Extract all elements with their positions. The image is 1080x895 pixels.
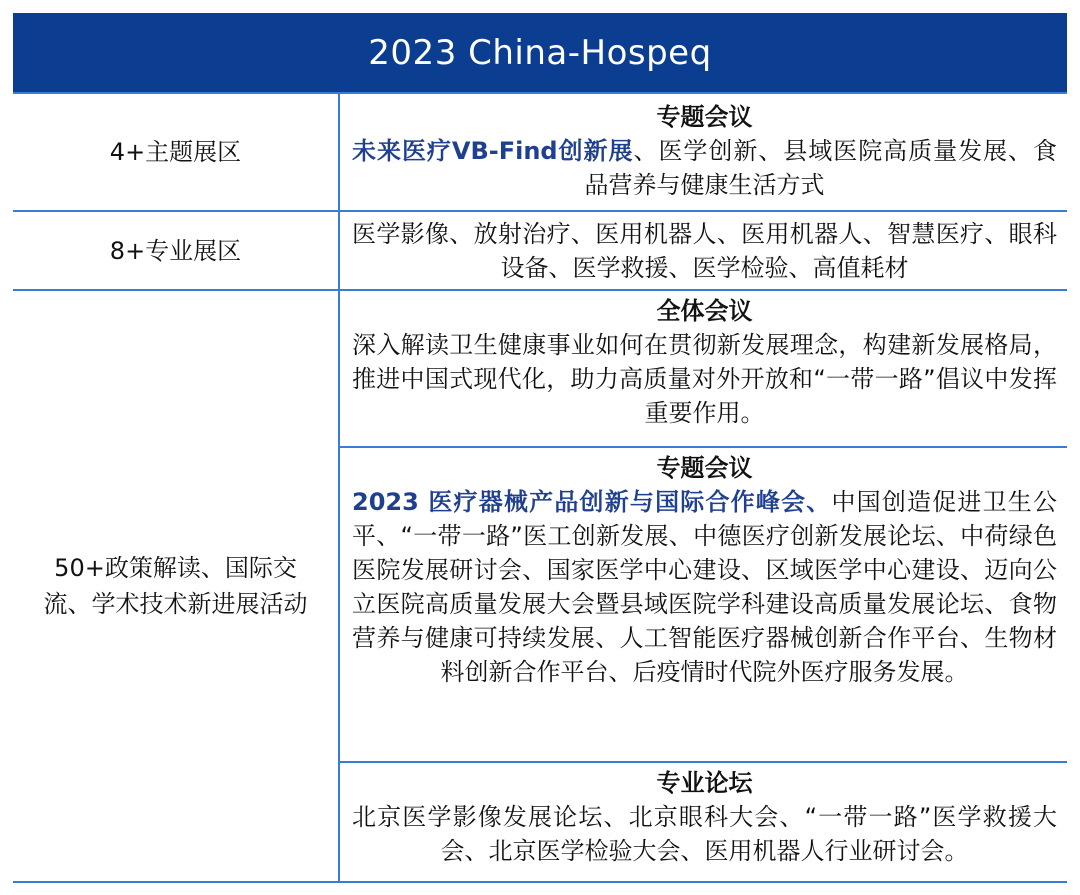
- special-conference-heading: 专题会议: [656, 454, 753, 482]
- theme-zones-text: [352, 134, 1057, 202]
- theme-zones-cell: [340, 94, 1067, 210]
- exhibition-table: [13, 13, 1067, 883]
- plenary-cell: [340, 291, 1067, 446]
- row-label-theme-zones: 4+主题展区: [109, 138, 242, 166]
- table-bottom-border: [13, 881, 1067, 883]
- forum-heading: 专业论坛: [656, 769, 753, 797]
- plenary-heading: 全体会议: [656, 297, 753, 325]
- theme-conference-heading: 专题会议: [656, 103, 753, 131]
- special-conference-text: [352, 485, 1057, 689]
- specialty-zones-text: 医学影像、放射治疗、医用机器人、医用机器人、智慧医疗、眼科设备、医学救援、医学检验、高值耗材: [352, 220, 1057, 282]
- special-conference-highlight: 2023 医疗器械产品创新与国际合作峰会、: [352, 488, 832, 516]
- forum-cell: [340, 763, 1067, 881]
- forum-text: 北京医学影像发展论坛、北京眼科大会、“一带一路”医学救援大会、北京医学检验大会、医用机器人行业研讨会。: [352, 803, 1057, 865]
- plenary-text: 深入解读卫生健康事业如何在贯彻新发展理念，构建新发展格局，推进中国式现代化，助力高质量对外开放和“一带一路”倡议中发挥重要作用。: [352, 331, 1057, 427]
- specialty-zones-cell: [340, 212, 1067, 289]
- row-label-specialty-zones: 8+专业展区: [109, 236, 242, 265]
- special-conference-cell: [340, 448, 1067, 761]
- theme-highlight: 未来医疗VB-Find创新展: [352, 137, 634, 165]
- table-title: 2023 China-Hospeq: [13, 13, 1067, 92]
- row-label-activities: 50+政策解读、国际交流、学术技术新进展活动: [43, 554, 308, 618]
- theme-body: 、医学创新、县域医院高质量发展、食品营养与健康生活方式: [584, 137, 1058, 199]
- special-conference-body: 中国创造促进卫生公平、“一带一路”医工创新发展、中德医疗创新发展论坛、中荷绿色医院发展研讨会、国家医学中心建设、区域医学中心建设、迈向公立医院高质量发展大会暨县域医院学科建设高质量发展论坛、食物营养与健康可持续发展、人工智能医疗器械创新合作平台、生物材料创新合作平台、后疫情时代院外医疗服务发展。: [352, 488, 1058, 686]
